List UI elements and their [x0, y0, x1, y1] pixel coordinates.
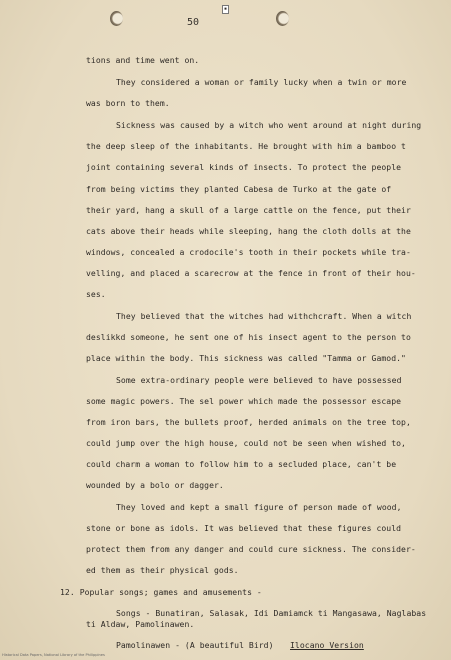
text-line: from iron bars, the bullets proof, herded animals on the tree top, [86, 417, 411, 427]
page-number: 50 [187, 17, 200, 28]
text-line: ed them as their physical gods. [86, 565, 239, 575]
text-line: stone or bone as idols. It was believed that these figures could [86, 523, 402, 533]
punch-hole-left [110, 11, 123, 26]
text-line: from being victims they planted Cabesa de Turko at the gate of [86, 184, 392, 194]
text-line: the deep sleep of the inhabitants. He brought with him a bamboo t [86, 141, 406, 151]
text-line: could jump over the high house, could not be seen when wished to, [86, 438, 406, 448]
text-line: their yard, hang a skull of a large cattle on the fence, put their [86, 205, 411, 215]
page-marker-icon: ▪ [223, 6, 227, 12]
text-line: They believed that the witches had withchcraft. When a witch [116, 311, 412, 321]
text-line: They considered a woman or family lucky when a twin or more [116, 77, 407, 87]
text-line: some magic powers. The sel power which made the possessor escape [86, 396, 402, 406]
version-label: Ilocano Version [290, 640, 364, 650]
text-line: Songs - Bunatiran, Salasak, Idi Damiamck ti Mangasawa, Naglabas [116, 608, 427, 618]
text-line: could charm a woman to follow him to a secluded place, can't be [86, 459, 397, 469]
text-line: protect them from any danger and could cure sickness. The consider- [86, 544, 416, 554]
text-line: windows, concealed a crodocile's tooth in their pockets while tra- [86, 247, 411, 257]
text-line: joint containing several kinds of insects. To protect the people [86, 162, 402, 172]
text-line: velling, and placed a scarecrow at the fence in front of their hou- [86, 268, 416, 278]
text-line: tions and time went on. [86, 55, 200, 65]
text-line: was born to them. [86, 98, 170, 108]
text-line: They loved and kept a small figure of person made of wood, [116, 502, 402, 512]
text-line: wounded by a bolo or dagger. [86, 480, 224, 490]
text-line: cats above their heads while sleeping, hang the cloth dolls at the [86, 226, 411, 236]
archive-footer: Historical Data Papers, National Library of the Philippines [2, 653, 105, 657]
text-line: Pamolinawen - (A beautiful Bird) [116, 640, 274, 650]
text-line: ses. [86, 289, 106, 299]
text-line: Sickness was caused by a witch who went around at night during [116, 120, 422, 130]
section-heading: 12. Popular songs; games and amusements - [60, 587, 262, 597]
punch-hole-right [276, 11, 289, 26]
text-line: ti Aldaw, Pamolinawen. [86, 619, 195, 629]
text-line: place within the body. This sickness was called "Tamma or Gamod." [86, 353, 406, 363]
text-line: deslikkd someone, he sent one of his insect agent to the person to [86, 332, 411, 342]
text-line: Some extra-ordinary people were believed to have possessed [116, 375, 402, 385]
